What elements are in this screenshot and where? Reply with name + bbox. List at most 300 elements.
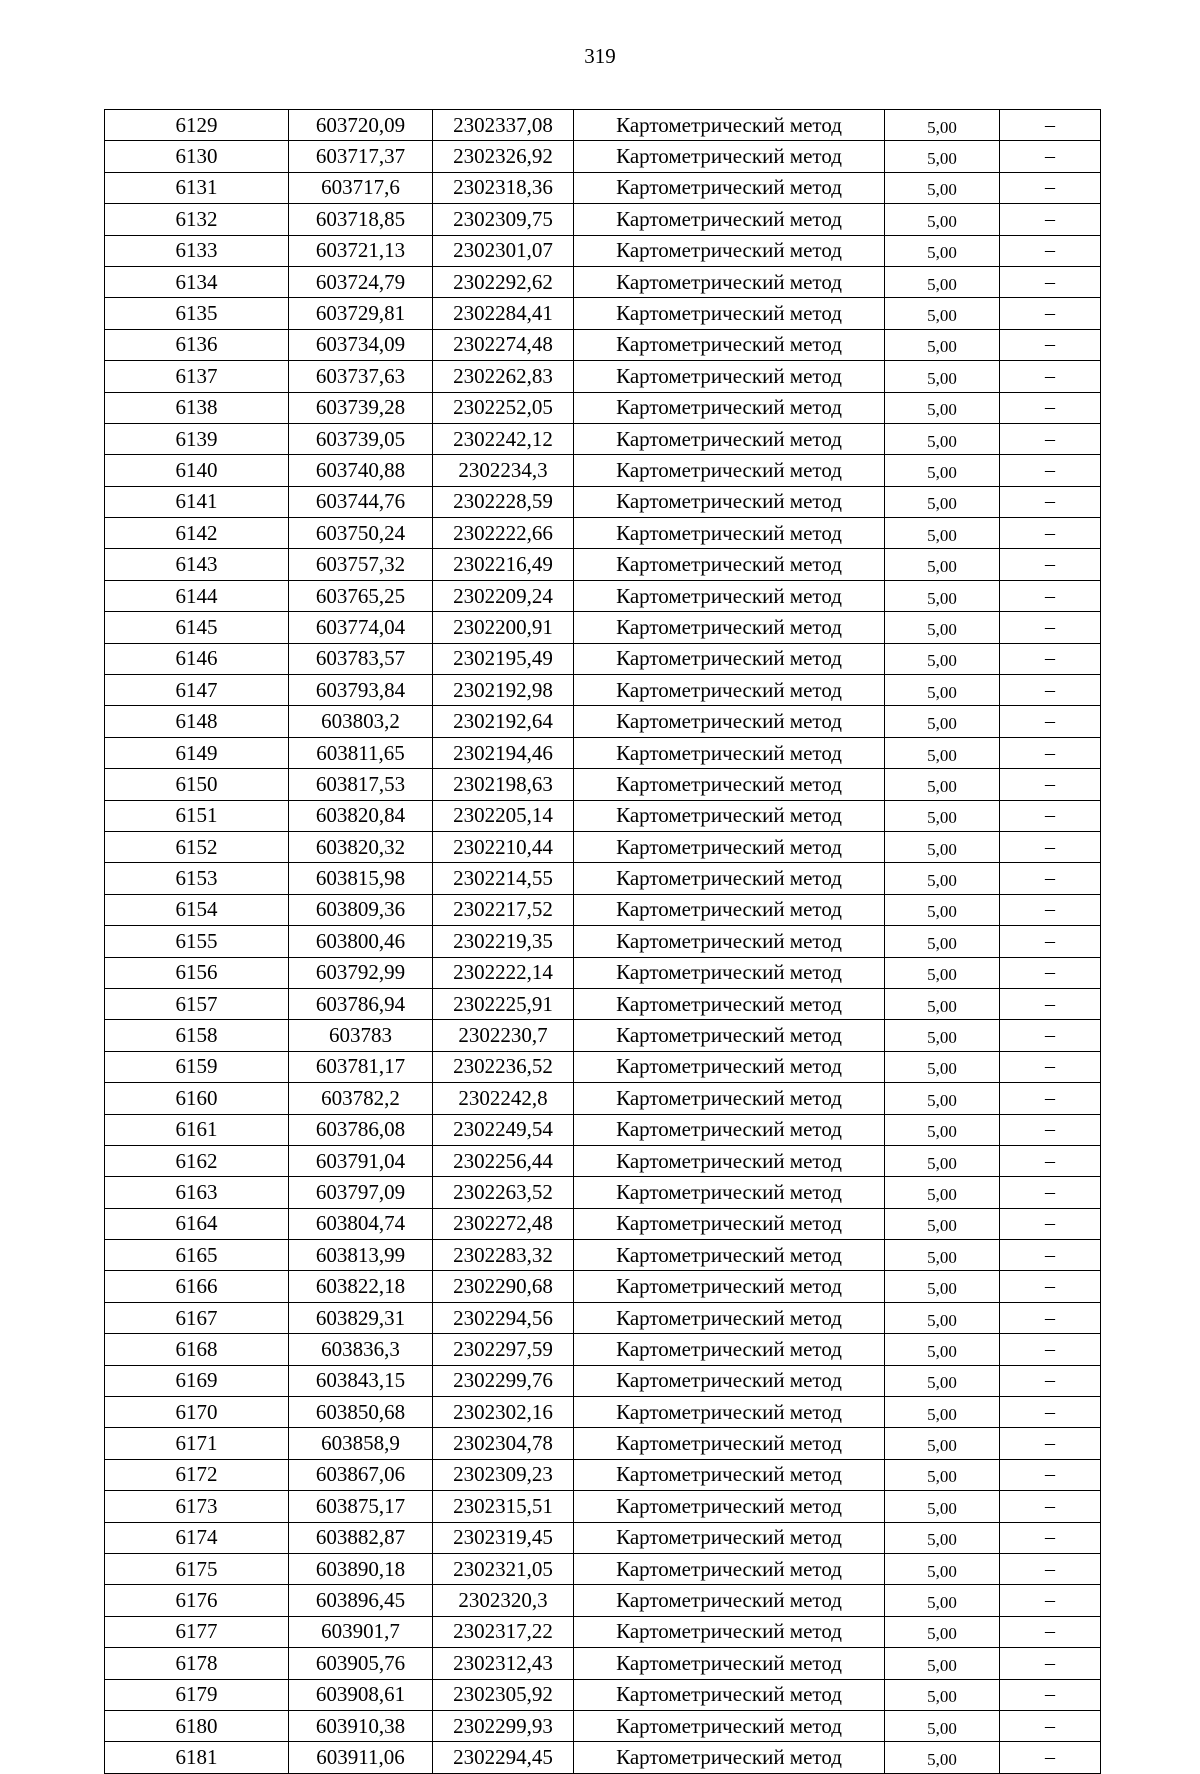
y-coordinate-cell: 2302262,83 [433, 361, 574, 392]
y-coordinate-cell: 2302337,08 [433, 110, 574, 141]
note-cell: – [1000, 1145, 1101, 1176]
y-coordinate-cell: 2302319,45 [433, 1522, 574, 1553]
note-cell: – [1000, 1177, 1101, 1208]
point-number-cell: 6157 [105, 988, 289, 1019]
x-coordinate-cell: 603757,32 [289, 549, 433, 580]
table-row [105, 612, 1101, 643]
y-coordinate-cell: 2302209,24 [433, 580, 574, 611]
note-cell: – [1000, 1240, 1101, 1271]
y-coordinate-cell: 2302222,14 [433, 957, 574, 988]
table-row [105, 675, 1101, 706]
point-number-cell: 6141 [105, 486, 289, 517]
x-coordinate-cell: 603721,13 [289, 235, 433, 266]
method-cell: Картометрический метод [574, 1334, 885, 1365]
point-number-cell: 6166 [105, 1271, 289, 1302]
table-row [105, 1428, 1101, 1459]
x-coordinate-cell: 603811,65 [289, 737, 433, 768]
point-number-cell: 6161 [105, 1114, 289, 1145]
note-cell: – [1000, 455, 1101, 486]
point-number-cell: 6143 [105, 549, 289, 580]
table-row [105, 1271, 1101, 1302]
note-cell: – [1000, 1553, 1101, 1584]
error-cell: 5,00 [885, 800, 1000, 831]
x-coordinate-cell: 603734,09 [289, 329, 433, 360]
y-coordinate-cell: 2302290,68 [433, 1271, 574, 1302]
table-row [105, 266, 1101, 297]
x-coordinate-cell: 603739,05 [289, 423, 433, 454]
y-coordinate-cell: 2302192,64 [433, 706, 574, 737]
method-cell: Картометрический метод [574, 1428, 885, 1459]
point-number-cell: 6167 [105, 1302, 289, 1333]
note-cell: – [1000, 894, 1101, 925]
error-cell: 5,00 [885, 1145, 1000, 1176]
method-cell: Картометрический метод [574, 172, 885, 203]
table-row [105, 1459, 1101, 1490]
note-cell: – [1000, 486, 1101, 517]
point-number-cell: 6170 [105, 1397, 289, 1428]
error-cell: 5,00 [885, 392, 1000, 423]
error-cell: 5,00 [885, 675, 1000, 706]
method-cell: Картометрический метод [574, 643, 885, 674]
method-cell: Картометрический метод [574, 1083, 885, 1114]
method-cell: Картометрический метод [574, 737, 885, 768]
point-number-cell: 6130 [105, 141, 289, 172]
table-row [105, 706, 1101, 737]
x-coordinate-cell: 603820,84 [289, 800, 433, 831]
x-coordinate-cell: 603718,85 [289, 204, 433, 235]
table-row [105, 1742, 1101, 1773]
y-coordinate-cell: 2302230,7 [433, 1020, 574, 1051]
x-coordinate-cell: 603817,53 [289, 769, 433, 800]
point-number-cell: 6136 [105, 329, 289, 360]
error-cell: 5,00 [885, 204, 1000, 235]
point-number-cell: 6133 [105, 235, 289, 266]
x-coordinate-cell: 603791,04 [289, 1145, 433, 1176]
error-cell: 5,00 [885, 1334, 1000, 1365]
method-cell: Картометрический метод [574, 1553, 885, 1584]
method-cell: Картометрический метод [574, 1271, 885, 1302]
y-coordinate-cell: 2302299,76 [433, 1365, 574, 1396]
error-cell: 5,00 [885, 266, 1000, 297]
error-cell: 5,00 [885, 110, 1000, 141]
note-cell: – [1000, 800, 1101, 831]
error-cell: 5,00 [885, 1679, 1000, 1710]
error-cell: 5,00 [885, 1177, 1000, 1208]
point-number-cell: 6137 [105, 361, 289, 392]
x-coordinate-cell: 603843,15 [289, 1365, 433, 1396]
table-row [105, 1083, 1101, 1114]
point-number-cell: 6178 [105, 1648, 289, 1679]
error-cell: 5,00 [885, 298, 1000, 329]
method-cell: Картометрический метод [574, 486, 885, 517]
point-number-cell: 6172 [105, 1459, 289, 1490]
error-cell: 5,00 [885, 1020, 1000, 1051]
y-coordinate-cell: 2302305,92 [433, 1679, 574, 1710]
note-cell: – [1000, 392, 1101, 423]
method-cell: Картометрический метод [574, 894, 885, 925]
note-cell: – [1000, 1208, 1101, 1239]
x-coordinate-cell: 603783,57 [289, 643, 433, 674]
note-cell: – [1000, 1616, 1101, 1647]
method-cell: Картометрический метод [574, 392, 885, 423]
table-row [105, 1522, 1101, 1553]
note-cell: – [1000, 204, 1101, 235]
table-row [105, 1648, 1101, 1679]
y-coordinate-cell: 2302236,52 [433, 1051, 574, 1082]
error-cell: 5,00 [885, 1648, 1000, 1679]
point-number-cell: 6148 [105, 706, 289, 737]
note-cell: – [1000, 706, 1101, 737]
y-coordinate-cell: 2302194,46 [433, 737, 574, 768]
note-cell: – [1000, 266, 1101, 297]
error-cell: 5,00 [885, 643, 1000, 674]
error-cell: 5,00 [885, 423, 1000, 454]
point-number-cell: 6179 [105, 1679, 289, 1710]
coordinates-table-body [105, 110, 1101, 1774]
x-coordinate-cell: 603850,68 [289, 1397, 433, 1428]
point-number-cell: 6139 [105, 423, 289, 454]
error-cell: 5,00 [885, 1742, 1000, 1773]
error-cell: 5,00 [885, 957, 1000, 988]
error-cell: 5,00 [885, 1114, 1000, 1145]
method-cell: Картометрический метод [574, 1616, 885, 1647]
table-row [105, 392, 1101, 423]
x-coordinate-cell: 603867,06 [289, 1459, 433, 1490]
method-cell: Картометрический метод [574, 1397, 885, 1428]
method-cell: Картометрический метод [574, 612, 885, 643]
error-cell: 5,00 [885, 1302, 1000, 1333]
x-coordinate-cell: 603781,17 [289, 1051, 433, 1082]
method-cell: Картометрический метод [574, 549, 885, 580]
x-coordinate-cell: 603786,08 [289, 1114, 433, 1145]
error-cell: 5,00 [885, 1271, 1000, 1302]
table-row [105, 1208, 1101, 1239]
table-row [105, 1302, 1101, 1333]
error-cell: 5,00 [885, 1459, 1000, 1490]
table-row [105, 549, 1101, 580]
point-number-cell: 6140 [105, 455, 289, 486]
note-cell: – [1000, 1020, 1101, 1051]
point-number-cell: 6152 [105, 831, 289, 862]
table-row [105, 580, 1101, 611]
point-number-cell: 6175 [105, 1553, 289, 1584]
x-coordinate-cell: 603783 [289, 1020, 433, 1051]
error-cell: 5,00 [885, 612, 1000, 643]
x-coordinate-cell: 603729,81 [289, 298, 433, 329]
y-coordinate-cell: 2302242,8 [433, 1083, 574, 1114]
point-number-cell: 6144 [105, 580, 289, 611]
point-number-cell: 6132 [105, 204, 289, 235]
table-row [105, 1145, 1101, 1176]
point-number-cell: 6142 [105, 518, 289, 549]
table-row [105, 957, 1101, 988]
error-cell: 5,00 [885, 894, 1000, 925]
table-row [105, 863, 1101, 894]
error-cell: 5,00 [885, 1051, 1000, 1082]
error-cell: 5,00 [885, 831, 1000, 862]
y-coordinate-cell: 2302294,45 [433, 1742, 574, 1773]
method-cell: Картометрический метод [574, 769, 885, 800]
table-row [105, 894, 1101, 925]
point-number-cell: 6177 [105, 1616, 289, 1647]
table-row [105, 1177, 1101, 1208]
point-number-cell: 6173 [105, 1491, 289, 1522]
y-coordinate-cell: 2302312,43 [433, 1648, 574, 1679]
note-cell: – [1000, 643, 1101, 674]
x-coordinate-cell: 603750,24 [289, 518, 433, 549]
table-row [105, 1553, 1101, 1584]
method-cell: Картометрический метод [574, 926, 885, 957]
note-cell: – [1000, 1365, 1101, 1396]
point-number-cell: 6146 [105, 643, 289, 674]
y-coordinate-cell: 2302242,12 [433, 423, 574, 454]
note-cell: – [1000, 1742, 1101, 1773]
method-cell: Картометрический метод [574, 675, 885, 706]
note-cell: – [1000, 1051, 1101, 1082]
y-coordinate-cell: 2302234,3 [433, 455, 574, 486]
point-number-cell: 6176 [105, 1585, 289, 1616]
y-coordinate-cell: 2302301,07 [433, 235, 574, 266]
point-number-cell: 6165 [105, 1240, 289, 1271]
point-number-cell: 6163 [105, 1177, 289, 1208]
note-cell: – [1000, 1083, 1101, 1114]
point-number-cell: 6181 [105, 1742, 289, 1773]
y-coordinate-cell: 2302297,59 [433, 1334, 574, 1365]
x-coordinate-cell: 603875,17 [289, 1491, 433, 1522]
x-coordinate-cell: 603836,3 [289, 1334, 433, 1365]
table-row [105, 486, 1101, 517]
point-number-cell: 6153 [105, 863, 289, 894]
x-coordinate-cell: 603797,09 [289, 1177, 433, 1208]
table-row [105, 1679, 1101, 1710]
error-cell: 5,00 [885, 1553, 1000, 1584]
note-cell: – [1000, 831, 1101, 862]
method-cell: Картометрический метод [574, 141, 885, 172]
method-cell: Картометрический метод [574, 455, 885, 486]
error-cell: 5,00 [885, 1522, 1000, 1553]
note-cell: – [1000, 298, 1101, 329]
point-number-cell: 6134 [105, 266, 289, 297]
note-cell: – [1000, 110, 1101, 141]
error-cell: 5,00 [885, 172, 1000, 203]
point-number-cell: 6171 [105, 1428, 289, 1459]
table-row [105, 172, 1101, 203]
note-cell: – [1000, 1679, 1101, 1710]
method-cell: Картометрический метод [574, 1177, 885, 1208]
y-coordinate-cell: 2302256,44 [433, 1145, 574, 1176]
error-cell: 5,00 [885, 1208, 1000, 1239]
note-cell: – [1000, 172, 1101, 203]
error-cell: 5,00 [885, 455, 1000, 486]
note-cell: – [1000, 423, 1101, 454]
note-cell: – [1000, 863, 1101, 894]
point-number-cell: 6174 [105, 1522, 289, 1553]
y-coordinate-cell: 2302321,05 [433, 1553, 574, 1584]
note-cell: – [1000, 957, 1101, 988]
method-cell: Картометрический метод [574, 1742, 885, 1773]
table-row [105, 235, 1101, 266]
method-cell: Картометрический метод [574, 1522, 885, 1553]
error-cell: 5,00 [885, 1710, 1000, 1741]
error-cell: 5,00 [885, 1083, 1000, 1114]
note-cell: – [1000, 329, 1101, 360]
x-coordinate-cell: 603908,61 [289, 1679, 433, 1710]
method-cell: Картометрический метод [574, 518, 885, 549]
error-cell: 5,00 [885, 1491, 1000, 1522]
x-coordinate-cell: 603740,88 [289, 455, 433, 486]
x-coordinate-cell: 603803,2 [289, 706, 433, 737]
y-coordinate-cell: 2302318,36 [433, 172, 574, 203]
x-coordinate-cell: 603720,09 [289, 110, 433, 141]
method-cell: Картометрический метод [574, 863, 885, 894]
x-coordinate-cell: 603724,79 [289, 266, 433, 297]
method-cell: Картометрический метод [574, 1585, 885, 1616]
x-coordinate-cell: 603774,04 [289, 612, 433, 643]
note-cell: – [1000, 769, 1101, 800]
point-number-cell: 6138 [105, 392, 289, 423]
table-row [105, 926, 1101, 957]
y-coordinate-cell: 2302284,41 [433, 298, 574, 329]
x-coordinate-cell: 603739,28 [289, 392, 433, 423]
note-cell: – [1000, 1114, 1101, 1145]
x-coordinate-cell: 603765,25 [289, 580, 433, 611]
error-cell: 5,00 [885, 1428, 1000, 1459]
point-number-cell: 6158 [105, 1020, 289, 1051]
point-number-cell: 6164 [105, 1208, 289, 1239]
y-coordinate-cell: 2302252,05 [433, 392, 574, 423]
y-coordinate-cell: 2302315,51 [433, 1491, 574, 1522]
point-number-cell: 6169 [105, 1365, 289, 1396]
y-coordinate-cell: 2302283,32 [433, 1240, 574, 1271]
x-coordinate-cell: 603792,99 [289, 957, 433, 988]
x-coordinate-cell: 603737,63 [289, 361, 433, 392]
table-row [105, 204, 1101, 235]
error-cell: 5,00 [885, 1365, 1000, 1396]
method-cell: Картометрический метод [574, 580, 885, 611]
table-row [105, 298, 1101, 329]
point-number-cell: 6160 [105, 1083, 289, 1114]
table-row [105, 1051, 1101, 1082]
error-cell: 5,00 [885, 988, 1000, 1019]
error-cell: 5,00 [885, 486, 1000, 517]
table-row [105, 1491, 1101, 1522]
error-cell: 5,00 [885, 361, 1000, 392]
table-row [105, 831, 1101, 862]
x-coordinate-cell: 603782,2 [289, 1083, 433, 1114]
note-cell: – [1000, 518, 1101, 549]
y-coordinate-cell: 2302302,16 [433, 1397, 574, 1428]
note-cell: – [1000, 235, 1101, 266]
y-coordinate-cell: 2302228,59 [433, 486, 574, 517]
y-coordinate-cell: 2302198,63 [433, 769, 574, 800]
method-cell: Картометрический метод [574, 1145, 885, 1176]
method-cell: Картометрический метод [574, 266, 885, 297]
table-row [105, 361, 1101, 392]
y-coordinate-cell: 2302249,54 [433, 1114, 574, 1145]
x-coordinate-cell: 603809,36 [289, 894, 433, 925]
x-coordinate-cell: 603813,99 [289, 1240, 433, 1271]
x-coordinate-cell: 603793,84 [289, 675, 433, 706]
table-row [105, 423, 1101, 454]
table-row [105, 643, 1101, 674]
method-cell: Картометрический метод [574, 1491, 885, 1522]
page-number: 319 [584, 44, 616, 68]
method-cell: Картометрический метод [574, 1710, 885, 1741]
point-number-cell: 6154 [105, 894, 289, 925]
x-coordinate-cell: 603910,38 [289, 1710, 433, 1741]
coordinates-table [104, 109, 1101, 1774]
table-row [105, 988, 1101, 1019]
table-row [105, 329, 1101, 360]
y-coordinate-cell: 2302309,75 [433, 204, 574, 235]
y-coordinate-cell: 2302294,56 [433, 1302, 574, 1333]
note-cell: – [1000, 1710, 1101, 1741]
table-row [105, 110, 1101, 141]
method-cell: Картометрический метод [574, 800, 885, 831]
point-number-cell: 6147 [105, 675, 289, 706]
note-cell: – [1000, 549, 1101, 580]
table-row [105, 141, 1101, 172]
y-coordinate-cell: 2302326,92 [433, 141, 574, 172]
y-coordinate-cell: 2302272,48 [433, 1208, 574, 1239]
error-cell: 5,00 [885, 1616, 1000, 1647]
note-cell: – [1000, 1522, 1101, 1553]
x-coordinate-cell: 603786,94 [289, 988, 433, 1019]
method-cell: Картометрический метод [574, 1020, 885, 1051]
error-cell: 5,00 [885, 141, 1000, 172]
x-coordinate-cell: 603820,32 [289, 831, 433, 862]
table-row [105, 1397, 1101, 1428]
note-cell: – [1000, 675, 1101, 706]
y-coordinate-cell: 2302309,23 [433, 1459, 574, 1490]
y-coordinate-cell: 2302304,78 [433, 1428, 574, 1459]
y-coordinate-cell: 2302210,44 [433, 831, 574, 862]
point-number-cell: 6156 [105, 957, 289, 988]
error-cell: 5,00 [885, 1240, 1000, 1271]
error-cell: 5,00 [885, 737, 1000, 768]
x-coordinate-cell: 603858,9 [289, 1428, 433, 1459]
point-number-cell: 6150 [105, 769, 289, 800]
y-coordinate-cell: 2302292,62 [433, 266, 574, 297]
x-coordinate-cell: 603717,37 [289, 141, 433, 172]
method-cell: Картометрический метод [574, 1365, 885, 1396]
note-cell: – [1000, 1459, 1101, 1490]
note-cell: – [1000, 1271, 1101, 1302]
note-cell: – [1000, 1397, 1101, 1428]
y-coordinate-cell: 2302274,48 [433, 329, 574, 360]
x-coordinate-cell: 603815,98 [289, 863, 433, 894]
point-number-cell: 6131 [105, 172, 289, 203]
note-cell: – [1000, 1585, 1101, 1616]
y-coordinate-cell: 2302205,14 [433, 800, 574, 831]
point-number-cell: 6129 [105, 110, 289, 141]
y-coordinate-cell: 2302225,91 [433, 988, 574, 1019]
x-coordinate-cell: 603804,74 [289, 1208, 433, 1239]
y-coordinate-cell: 2302216,49 [433, 549, 574, 580]
point-number-cell: 6168 [105, 1334, 289, 1365]
x-coordinate-cell: 603905,76 [289, 1648, 433, 1679]
point-number-cell: 6145 [105, 612, 289, 643]
x-coordinate-cell: 603717,6 [289, 172, 433, 203]
y-coordinate-cell: 2302214,55 [433, 863, 574, 894]
table-row [105, 1334, 1101, 1365]
note-cell: – [1000, 1491, 1101, 1522]
table-row [105, 455, 1101, 486]
x-coordinate-cell: 603896,45 [289, 1585, 433, 1616]
table-row [105, 1710, 1101, 1741]
method-cell: Картометрический метод [574, 957, 885, 988]
error-cell: 5,00 [885, 235, 1000, 266]
